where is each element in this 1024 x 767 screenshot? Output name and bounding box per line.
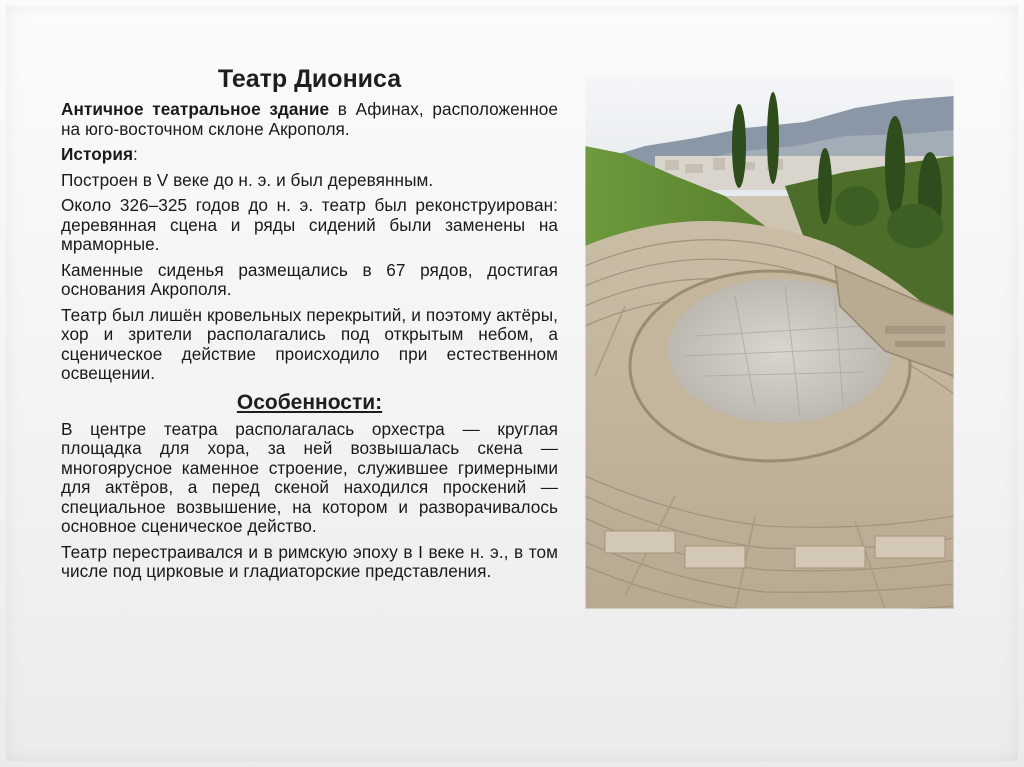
features-heading: Особенности: <box>236 390 383 414</box>
history-heading <box>61 145 558 165</box>
history-paragraph-2: Около 326–325 годов до н. э. театр был реконструирован: деревянная сцена и ряды сидений были заменены на мраморные. <box>61 195 558 254</box>
theatre-photo <box>585 76 954 609</box>
history-paragraph-1: Построен в V веке до н. э. и был деревянным. <box>61 169 434 190</box>
slide-title: Театр Диониса <box>217 65 402 93</box>
history-label: История <box>61 144 134 164</box>
intro-paragraph <box>61 100 558 139</box>
history-colon: : <box>133 144 138 164</box>
theatre-illustration <box>585 76 954 609</box>
intro-bold-text: Античное театральное здание <box>61 99 330 119</box>
intro-text: в Афинах, расположенное на юго-восточном склоне Акрополя. <box>61 99 558 139</box>
features-paragraph-2: Театр перестраивался и в римскую эпоху в I веке н. э., в том числе под цирковые и гладиаторские представления. <box>61 541 558 581</box>
history-paragraph-3: Каменные сиденья размещались в 67 рядов, достигая основания Акрополя. <box>61 259 558 299</box>
history-paragraph-4: Театр был лишён кровельных перекрытий, и поэтому актёры, хор и зрители располагались под открытым небом, а сценическое действие происходило при естественном освещении. <box>61 304 558 383</box>
text-column <box>61 62 558 588</box>
features-paragraph-1: В центре театра располагалась орхестра — круглая площадка для хора, за ней возвышалась скена — многоярусное каменное строение, служившее гримерными для актёров, а перед скеной находился проскений — специальное возвышение, на котором и разворачивалось основное сценическое действо. <box>61 418 558 536</box>
